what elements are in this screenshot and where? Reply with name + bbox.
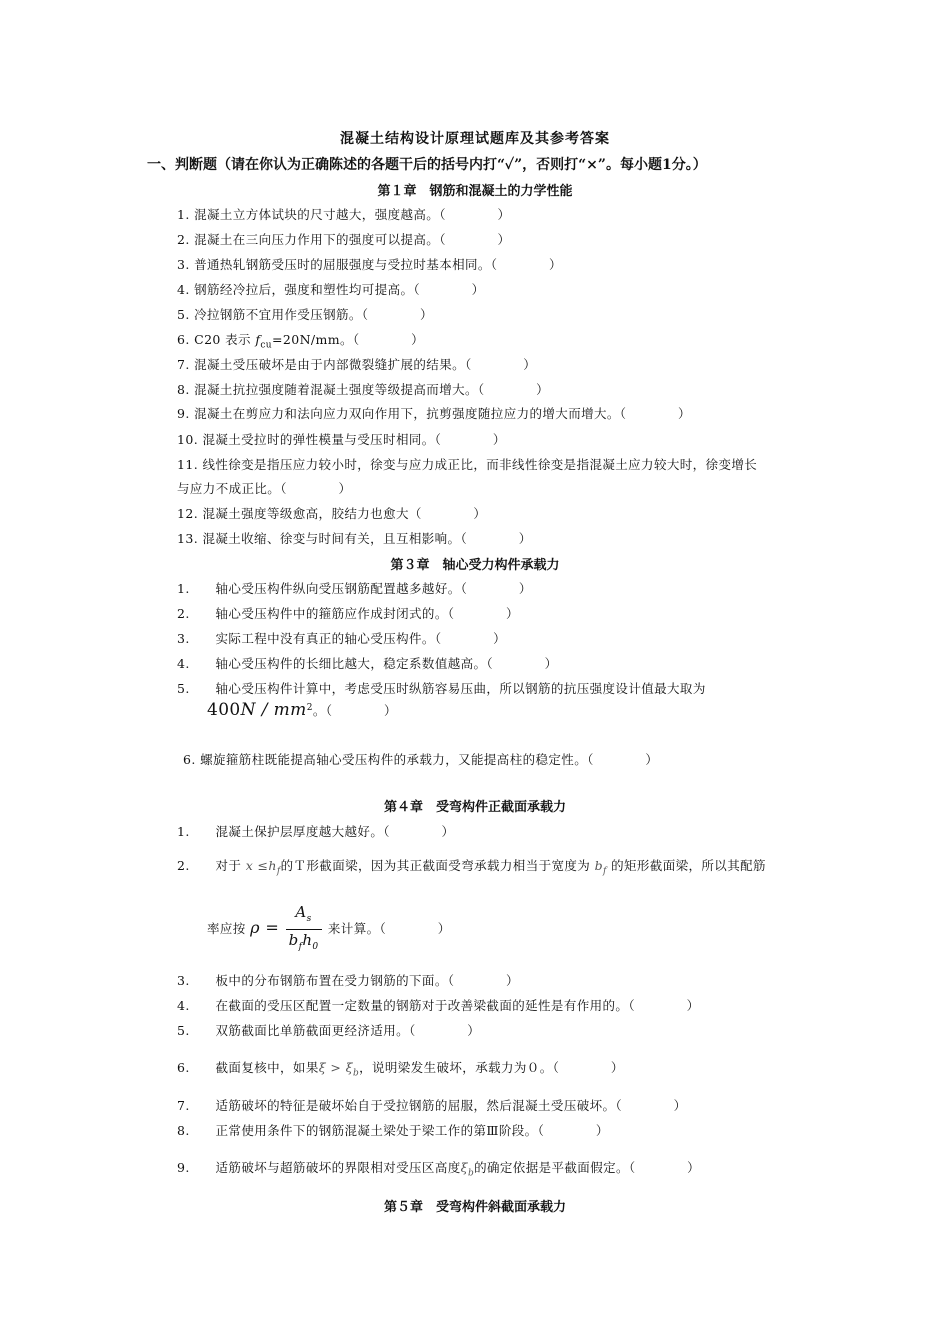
- question-item: 4. 钢筋经冷拉后，强度和塑性均可提高。（ ）: [177, 282, 485, 297]
- fraction-denominator: $b_fh_0$: [288, 931, 319, 952]
- question-text: =20N/mm。（ ）: [272, 332, 425, 347]
- question-text: 的Ｔ形截面梁，因为其正截面受弯承载力相当于宽度为: [280, 858, 591, 873]
- question-item: 10. 混凝土受拉时的弹性模量与受压时相同。（ ）: [177, 432, 506, 447]
- formula-inline: $b_f$: [590, 858, 607, 877]
- formula-rho: ρ =: [250, 918, 280, 937]
- formula-unit: N / mm: [240, 700, 307, 720]
- page-title: 混凝土结构设计原理试题库及其参考答案: [340, 131, 610, 147]
- formula-inline: $\xi > \xi_b$: [318, 1060, 360, 1079]
- question-item: 6. 螺旋箍筋柱既能提高轴心受压构件的承载力，又能提高柱的稳定性。（ ）: [183, 752, 659, 767]
- formula-inline: $\xi_b$: [460, 1160, 475, 1179]
- question-item: 7. 适筋破坏的特征是破坏始自于受拉钢筋的屈服，然后混凝土受压破坏。（ ）: [177, 1098, 687, 1113]
- question-item: 8. 混凝土抗拉强度随着混凝土强度等级提高而增大。（ ）: [177, 382, 550, 397]
- question-item: [207, 700, 397, 720]
- question-text: 9. 适筋破坏与超筋破坏的界限相对受压区高度: [177, 1160, 461, 1175]
- question-item: 13. 混凝土收缩、徐变与时间有关，且互相影响。（ ）: [177, 531, 532, 546]
- question-item: 4. 轴心受压构件的长细比越大，稳定系数值越高。（ ）: [177, 656, 558, 671]
- question-item: 与应力不成正比。（ ）: [177, 481, 352, 496]
- question-item: 5. 轴心受压构件计算中，考虑受压时纵筋容易压曲，所以钢筋的抗压强度设计值最大取为: [177, 681, 706, 696]
- question-item: 9. 混凝土在剪应力和法向应力双向作用下，抗剪强度随拉应力的增大而增大。（ ）: [177, 406, 691, 421]
- question-item: [177, 1158, 700, 1179]
- question-text: 2. 对于: [177, 858, 242, 873]
- question-item: [177, 330, 424, 351]
- chapter-1-heading: 第１章 钢筋和混凝土的力学性能: [377, 184, 573, 199]
- question-item: 11. 线性徐变是指压应力较小时，徐变与应力成正比，而非线性徐变是指混凝土应力较大时，徐变增长: [177, 457, 758, 472]
- question-text: ，说明梁发生破坏，承载力为０。（ ）: [359, 1060, 624, 1075]
- formula-number: 400: [207, 700, 241, 720]
- question-text: 来计算。（ ）: [327, 921, 451, 936]
- chapter-4-heading: 第４章 受弯构件正截面承载力: [383, 800, 566, 815]
- formula-symbol: f: [255, 332, 261, 347]
- question-item: [207, 902, 451, 957]
- chapter-5-heading: 第５章 受弯构件斜截面承载力: [383, 1200, 566, 1215]
- question-text: 的矩形截面梁，所以其配筋: [611, 858, 766, 873]
- question-text: 。（ ）: [312, 703, 397, 718]
- question-item: 2. 轴心受压构件中的箍筋应作成封闭式的。（ ）: [177, 606, 519, 621]
- formula-fraction: [286, 902, 322, 957]
- formula-inline: $x \le h_f$: [245, 858, 281, 877]
- question-item: 12. 混凝土强度等级愈高，胶结力也愈大（ ）: [177, 506, 487, 521]
- question-item: 1. 混凝土立方体试块的尺寸越大，强度越高。（ ）: [177, 207, 511, 222]
- chapter-3-heading: 第３章 轴心受力构件承载力: [390, 558, 560, 573]
- question-item: 1. 混凝土保护层厚度越大越好。（ ）: [177, 824, 455, 839]
- question-item: 2. 混凝土在三向压力作用下的强度可以提高。（ ）: [177, 232, 511, 247]
- fraction-numerator: $A_s$: [286, 902, 322, 930]
- question-text: 率应按: [207, 921, 246, 936]
- question-text: 6. 截面复核中，如果: [177, 1060, 319, 1075]
- formula-subscript: cu: [260, 340, 272, 351]
- question-item: 3. 板中的分布钢筋布置在受力钢筋的下面。（ ）: [177, 973, 519, 988]
- question-item: 7. 混凝土受压破坏是由于内部微裂缝扩展的结果。（ ）: [177, 357, 537, 372]
- section-instruction: 一、判断题（请在你认为正确陈述的各题干后的括号内打“✓”，否则打“×”。每小题1分。）: [147, 157, 707, 173]
- question-text: 6. C20 表示: [177, 332, 256, 347]
- question-item: 4. 在截面的受压区配置一定数量的钢筋对于改善梁截面的延性是有作用的。（ ）: [177, 998, 700, 1013]
- question-item: [177, 856, 766, 877]
- question-item: 3. 实际工程中没有真正的轴心受压构件。（ ）: [177, 631, 506, 646]
- question-item: 8. 正常使用条件下的钢筋混凝土梁处于梁工作的第Ⅲ阶段。（ ）: [177, 1123, 609, 1138]
- question-item: 3. 普通热轧钢筋受压时的屈服强度与受拉时基本相同。（ ）: [177, 257, 562, 272]
- question-text: 的确定依据是平截面假定。（ ）: [474, 1160, 701, 1175]
- question-item: [177, 1058, 624, 1079]
- question-item: 5. 冷拉钢筋不宜用作受压钢筋。（ ）: [177, 307, 433, 322]
- question-item: 5. 双筋截面比单筋截面更经济适用。（ ）: [177, 1023, 481, 1038]
- question-item: 1. 轴心受压构件纵向受压钢筋配置越多越好。（ ）: [177, 581, 532, 596]
- formula-superscript: 2: [306, 702, 313, 713]
